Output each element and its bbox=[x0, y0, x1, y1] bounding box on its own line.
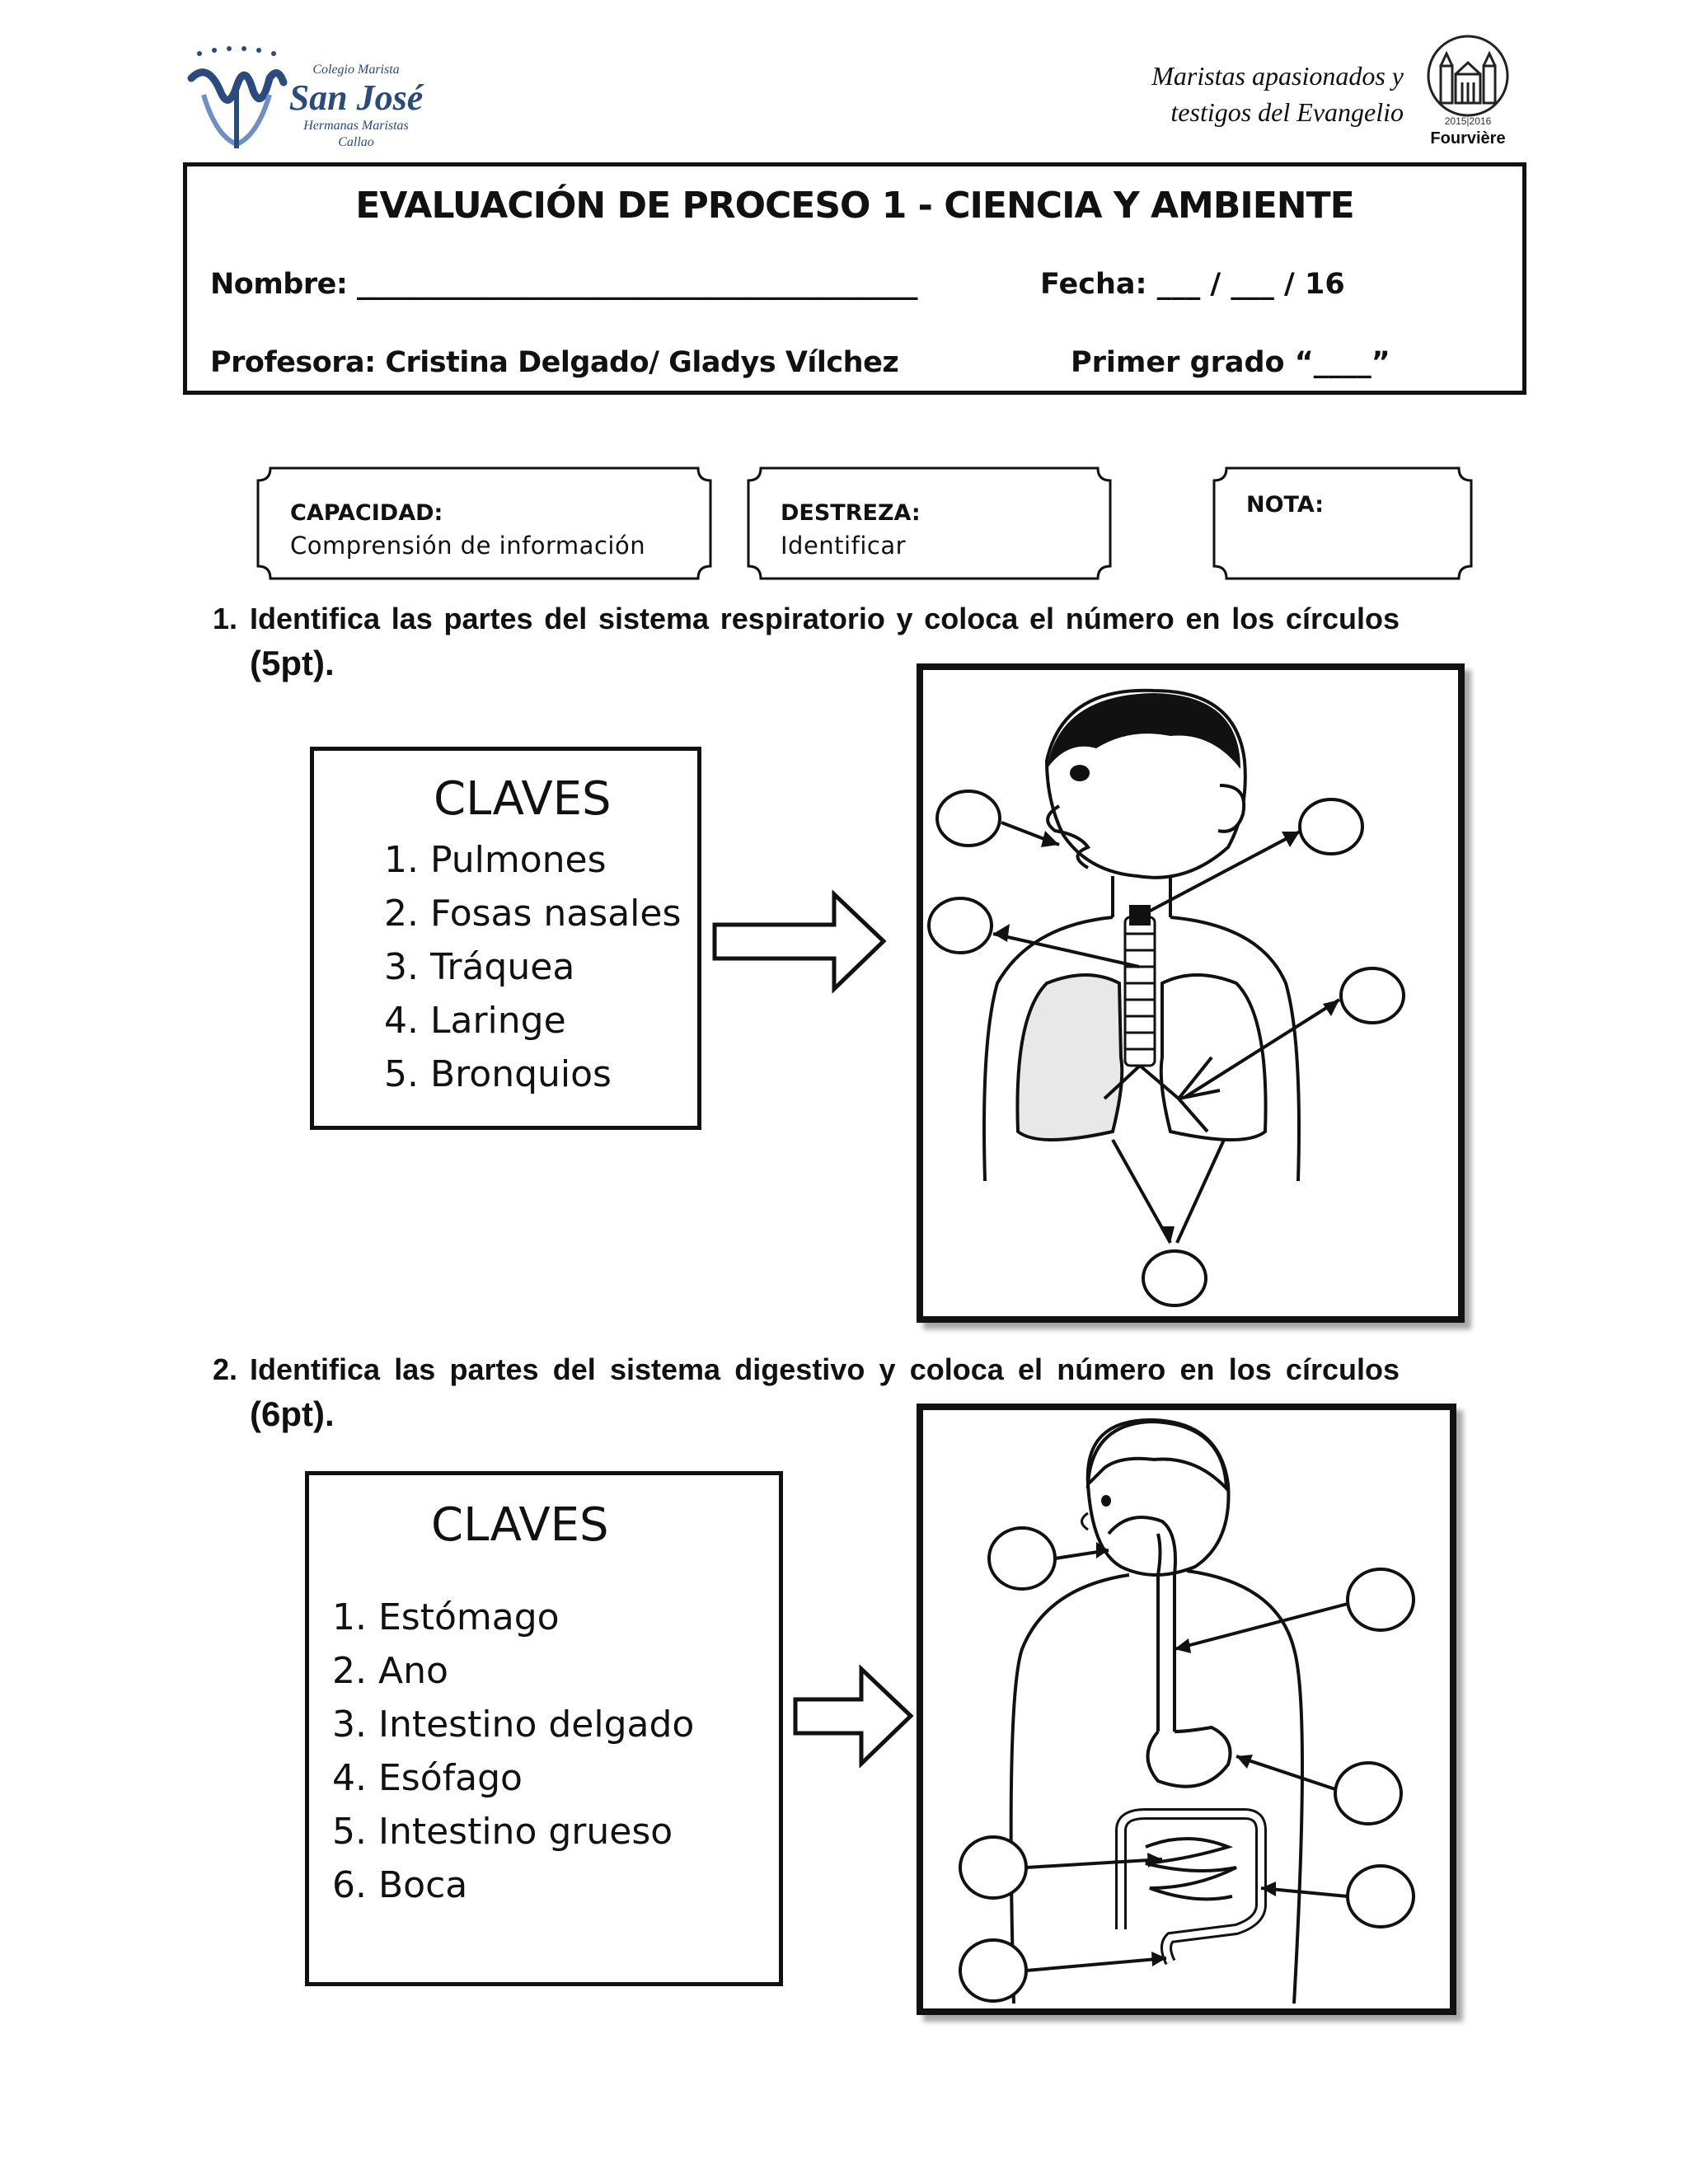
fourviere-logo bbox=[1423, 33, 1513, 148]
key-item: 1. Estómago bbox=[332, 1596, 560, 1638]
key-item: 2. Ano bbox=[332, 1650, 448, 1692]
key-item: 3. Intestino delgado bbox=[332, 1704, 695, 1746]
arrow-right-icon bbox=[791, 1665, 915, 1768]
question-1-number: 1. bbox=[213, 602, 238, 635]
nombre-field[interactable]: Nombre: ________________________________________ bbox=[210, 268, 918, 301]
logo-school-name: San José bbox=[288, 77, 424, 118]
key-item: 4. Esófago bbox=[332, 1757, 523, 1799]
nota-box[interactable] bbox=[1212, 466, 1474, 581]
title-box bbox=[183, 162, 1526, 395]
profesora-label: Profesora: Cristina Delgado/ Gladys Vílchez bbox=[210, 346, 899, 379]
digestive-diagram-frame bbox=[917, 1404, 1456, 2015]
motto-line2: testigos del Evangelio bbox=[1170, 97, 1404, 127]
logo-line3: Callao bbox=[338, 135, 374, 149]
motto bbox=[1151, 58, 1404, 130]
basilica-icon bbox=[1423, 33, 1513, 124]
grado-field[interactable]: Primer grado “____” bbox=[1071, 346, 1390, 379]
keys-box-1 bbox=[310, 747, 701, 1130]
capacidad-box bbox=[256, 466, 713, 581]
nota-frame bbox=[1212, 466, 1474, 581]
keys-title-2: CLAVES bbox=[431, 1498, 609, 1552]
keys-title-1: CLAVES bbox=[434, 772, 612, 826]
question-2-points: (6pt). bbox=[250, 1394, 335, 1433]
fourviere-label: Fourvière bbox=[1430, 129, 1506, 148]
motto-line1: Maristas apasionados y bbox=[1151, 61, 1404, 91]
digestive-system-illustration bbox=[923, 1410, 1450, 2008]
key-item: 6. Boca bbox=[332, 1864, 468, 1906]
keys-list-2 bbox=[332, 1591, 694, 1912]
key-item: 3. Tráquea bbox=[384, 946, 575, 988]
respiratory-system-illustration bbox=[923, 670, 1458, 1316]
keys-box-2 bbox=[305, 1471, 783, 1986]
destreza-box bbox=[746, 466, 1113, 581]
destreza-label: DESTREZA: bbox=[781, 500, 921, 526]
question-1-points: (5pt). bbox=[250, 644, 335, 682]
page-title: EVALUACIÓN DE PROCESO 1 - CIENCIA Y AMBIENTE bbox=[355, 185, 1354, 227]
logo-line2: Hermanas Maristas bbox=[303, 119, 409, 133]
capacidad-value: Comprensión de información bbox=[290, 532, 646, 560]
respiratory-diagram-frame bbox=[917, 663, 1465, 1323]
key-item: 1. Pulmones bbox=[384, 839, 607, 881]
marist-logo-icon bbox=[183, 45, 290, 152]
keys-list-1 bbox=[384, 833, 681, 1101]
capacidad-label: CAPACIDAD: bbox=[290, 500, 443, 526]
key-item: 5. Intestino grueso bbox=[332, 1811, 673, 1853]
key-item: 5. Bronquios bbox=[384, 1053, 612, 1095]
destreza-value: Identificar bbox=[781, 532, 907, 560]
question-2-number: 2. bbox=[213, 1352, 238, 1386]
fourviere-years: 2015|2016 bbox=[1444, 115, 1492, 127]
school-logo bbox=[183, 45, 430, 157]
key-item: 2. Fosas nasales bbox=[384, 893, 682, 935]
fecha-field[interactable]: Fecha: ___ / ___ / 16 bbox=[1040, 268, 1345, 301]
logo-text bbox=[282, 62, 430, 151]
arrow-right-icon bbox=[710, 890, 888, 993]
logo-line1: Colegio Marista bbox=[312, 63, 400, 77]
nota-label: NOTA: bbox=[1246, 492, 1325, 518]
question-2-text: Identifica las partes del sistema digestivo y coloca el número en los círculos bbox=[250, 1352, 1400, 1386]
question-1-text: Identifica las partes del sistema respiratorio y coloca el número en los círculos bbox=[250, 602, 1400, 635]
key-item: 4. Laringe bbox=[384, 1000, 566, 1042]
